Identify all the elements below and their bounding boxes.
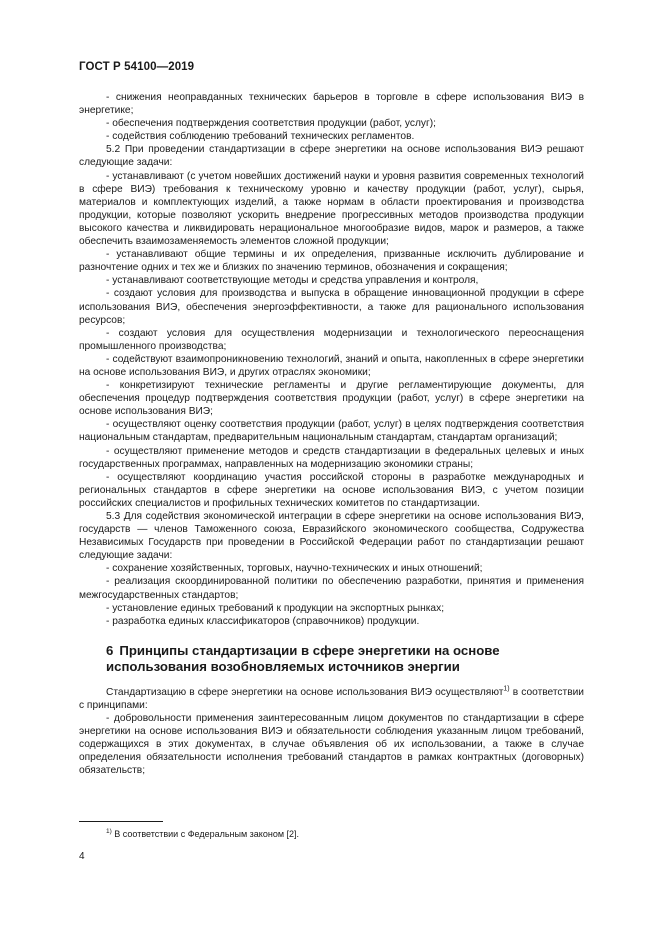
footnote-reference: 1) (503, 685, 510, 693)
section-6-title-line2: использования возобновляемых источников энергии (106, 658, 460, 674)
section-6-heading (106, 643, 584, 675)
clause-5-3-item: - установление единых требований к продукции на экспортных рынках; (106, 602, 445, 614)
document-body (79, 91, 584, 778)
section-6-intro-before: Стандартизацию в сфере энергетики на основе использования ВИЭ осуществляют (106, 686, 504, 698)
footnote-divider (79, 821, 163, 822)
clause-5-3-item: - сохранение хозяйственных, торговых, научно-технических и иных отношений; (106, 563, 483, 575)
section-6-item: - добровольности применения заинтересованным лицом документов по стандартизации в сфере энергетики на основе использования ВИЭ и обязательности соблюдения указанным лицом требований, содержащихся в этих документах, в случае объявления об их использовании, а также в случае определения обязательности исполнения требований стандартов в рамках контрактных (договорных) обязательств; (79, 713, 584, 777)
page-number: 4 (79, 851, 85, 862)
clause-5-2-item: - создают условия для осуществления модернизации и технологического переоснащения промышленного производства; (79, 327, 584, 352)
clause-5-3-lead: 5.3 Для содействия экономической интеграции в сфере энергетики на основе использования ВИЭ, государств — членов Таможенного союза, Евразийского экономического сообщества, Содружества Независимых Государств при проведении в Российской Федерации работ по стандартизации решают следующие задачи: (79, 511, 584, 562)
clause-5-2-item: - устанавливают соответствующие методы и средства управления и контроля, (106, 275, 479, 287)
clause-5-2-item: - конкретизируют технические регламенты и другие регламентирующие документы, для обеспечения процедур подтверждения соответствия продукции (работ, услуг) в сфере энергетики на основе использования ВИЭ; (79, 380, 584, 418)
clause-5-2-item: - создают условия для производства и выпуска в обращение инновационной продукции в сфере использования ВИЭ, обеспечения энергоэффективности, а также для рационального использования ресурсов; (79, 288, 584, 326)
clause-5-3-item: - реализация скоординированной политики по обеспечению разработки, принятия и применения межгосударственных стандартов; (79, 576, 584, 601)
section-6-intro (79, 686, 584, 712)
clause-5-2-item: - осуществляют координацию участия российской стороны в разработке международных и региональных стандартов в сфере энергетики на основе использования ВИЭ, с учетом позиции российских специалистов и профильных технических комитетов по стандартизации. (79, 471, 584, 509)
clause-5-2-item: - содействуют взаимопроникновению технологий, знаний и опыта, накопленных в сфере энергетики на основе использования ВИЭ, и других отраслях экономики; (79, 353, 584, 378)
clause-5-2-item: - устанавливают (с учетом новейших достижений науки и уровня развития современных технологий в сфере ВИЭ) требования к техническому уровню и качеству продукции (работ, услуг), сырья, материалов и комплектующих изделий, а также нормам в области проектирования и производства продукции, которые позволяют ускорить внедрение прогрессивных методов производства продукции высокого качества и ликвидировать нерациональное многообразие видов, марок и размеров, а также обеспечить взаимозаменяемость элементов сложной продукции; (79, 170, 584, 248)
footnote (106, 829, 299, 840)
intro-item: - снижения неоправданных технических барьеров в торговле в сфере использования ВИЭ в энергетике; (79, 92, 584, 117)
intro-item: - содействия соблюдению требований технических регламентов. (106, 131, 415, 143)
section-6-intro-after: в соответствии с принципами: (79, 686, 584, 711)
clause-5-2-item: - осуществляют применение методов и средств стандартизации в федеральных целевых и иных государственных программах, направленных на модернизацию экономики страны; (79, 445, 584, 470)
clause-5-2-item: - осуществляют оценку соответствия продукции (работ, услуг) в целях подтверждения соответствия национальным стандартам, предварительным национальным стандартам, стандартам организаций; (79, 419, 584, 444)
section-6-title-line1: Принципы стандартизации в сфере энергетики на основе (119, 642, 500, 658)
clause-5-3-item: - разработка единых классификаторов (справочников) продукции. (106, 615, 420, 627)
document-header-code: ГОСТ Р 54100—2019 (79, 61, 195, 73)
section-6-number: 6 (106, 642, 114, 658)
clause-5-2-item: - устанавливают общие термины и их определения, призванные исключить дублирование и разночтение одних и тех же и близких по значению терминов, обозначения и сокращения; (79, 249, 584, 274)
clause-5-2-lead: 5.2 При проведении стандартизации в сфере энергетики на основе использования ВИЭ решают следующие задачи: (79, 144, 584, 169)
footnote-marker: 1) (106, 828, 112, 835)
footnote-text: В соответствии с Федеральным законом [2]. (111, 829, 300, 839)
intro-item: - обеспечения подтверждения соответствия продукции (работ, услуг); (106, 118, 436, 130)
